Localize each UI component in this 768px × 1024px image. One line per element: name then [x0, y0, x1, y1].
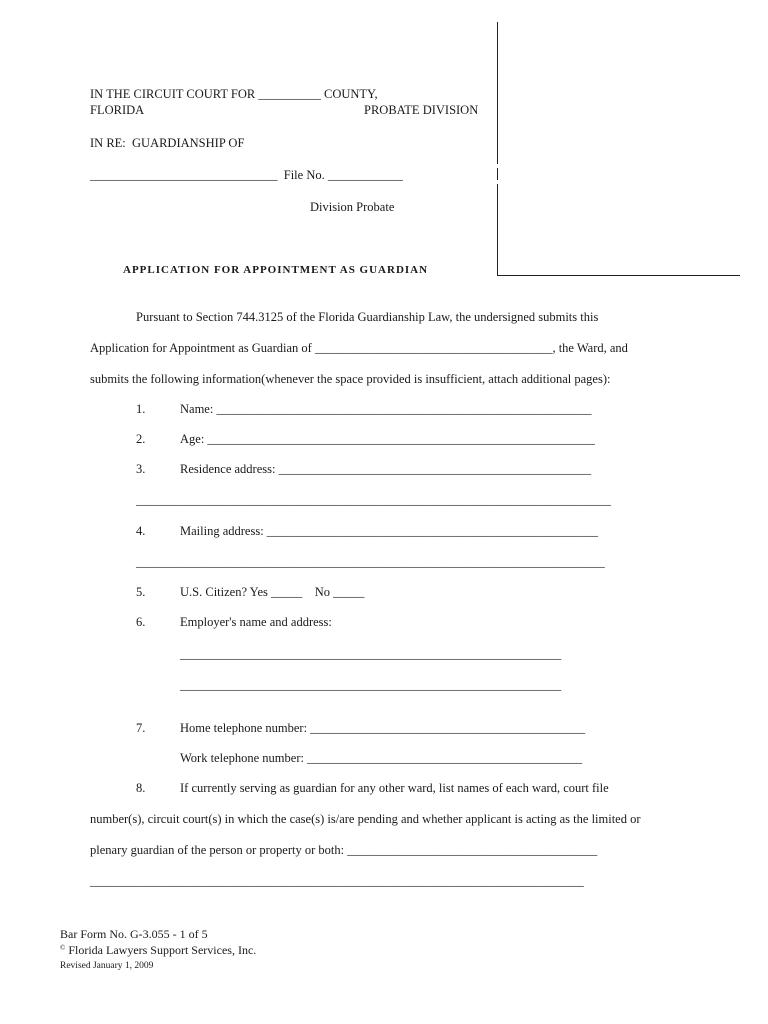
intro-line-1: Pursuant to Section 744.3125 of the Florida Guardianship Law, the undersigned submits this	[136, 310, 599, 324]
work-telephone-field[interactable]: Work telephone number: ____________________________________________	[180, 751, 583, 765]
employer-line-1[interactable]: _____________________________________________________________	[180, 647, 562, 661]
copyright-line	[60, 944, 256, 956]
item-number-1: 1.	[136, 402, 146, 416]
other-ward-line-1: If currently serving as guardian for any other ward, list names of each ward, court file	[180, 781, 609, 795]
employer-label: Employer's name and address:	[180, 615, 332, 629]
other-ward-line-2: number(s), circuit court(s) in which the case(s) is/are pending and whether applicant is acting as the limited or	[90, 812, 641, 826]
name-field[interactable]: Name: ____________________________________________________________	[180, 402, 592, 416]
bar-form-number: Bar Form No. G-3.055 - 1 of 5	[60, 927, 208, 941]
item-number-4: 4.	[136, 524, 146, 538]
other-ward-line-4[interactable]: _______________________________________________________________________________	[90, 874, 584, 888]
stamp-box-vertical-line-lower	[497, 168, 498, 180]
mailing-address-field[interactable]: Mailing address: _____________________________________________________	[180, 524, 599, 538]
revised-date: Revised January 1, 2009	[60, 961, 154, 971]
document-title: APPLICATION FOR APPOINTMENT AS GUARDIAN	[123, 264, 429, 276]
stamp-box-vertical-line-bottom	[497, 184, 498, 276]
residence-address-continued[interactable]: ____________________________________________________________________________	[136, 493, 611, 507]
employer-line-2[interactable]: _____________________________________________________________	[180, 678, 562, 692]
court-caption-state: FLORIDA	[90, 103, 145, 117]
residence-address-field[interactable]: Residence address: __________________________________________________	[180, 462, 592, 476]
stamp-box-horizontal-line	[497, 275, 740, 276]
mailing-address-continued[interactable]: ___________________________________________________________________________	[136, 555, 605, 569]
division-line: Division Probate	[310, 200, 395, 214]
in-re-line: IN RE: GUARDIANSHIP OF	[90, 136, 245, 150]
intro-line-2: Application for Appointment as Guardian of ______________________________________, the Ward, and	[90, 341, 628, 355]
court-caption-division: PROBATE DIVISION	[364, 103, 479, 117]
copyright-text: Florida Lawyers Support Services, Inc.	[65, 943, 257, 957]
item-number-7: 7.	[136, 721, 146, 735]
item-number-5: 5.	[136, 585, 146, 599]
stamp-box-vertical-line	[497, 22, 498, 164]
copyright-mark: ©	[60, 944, 66, 952]
intro-line-3: submits the following information(whenever the space provided is insufficient, attach additional pages):	[90, 372, 611, 386]
other-ward-line-3[interactable]: plenary guardian of the person or property or both: ________________________________________	[90, 843, 598, 857]
home-telephone-field[interactable]: Home telephone number: ____________________________________________	[180, 721, 586, 735]
court-caption-line1: IN THE CIRCUIT COURT FOR __________ COUNTY,	[90, 87, 378, 101]
file-number-line: ______________________________ File No. ____________	[90, 168, 403, 182]
us-citizen-field[interactable]: U.S. Citizen? Yes _____ No _____	[180, 585, 365, 599]
item-number-2: 2.	[136, 432, 146, 446]
item-number-6: 6.	[136, 615, 146, 629]
age-field[interactable]: Age: ______________________________________________________________	[180, 432, 595, 446]
item-number-3: 3.	[136, 462, 146, 476]
item-number-8: 8.	[136, 781, 146, 795]
